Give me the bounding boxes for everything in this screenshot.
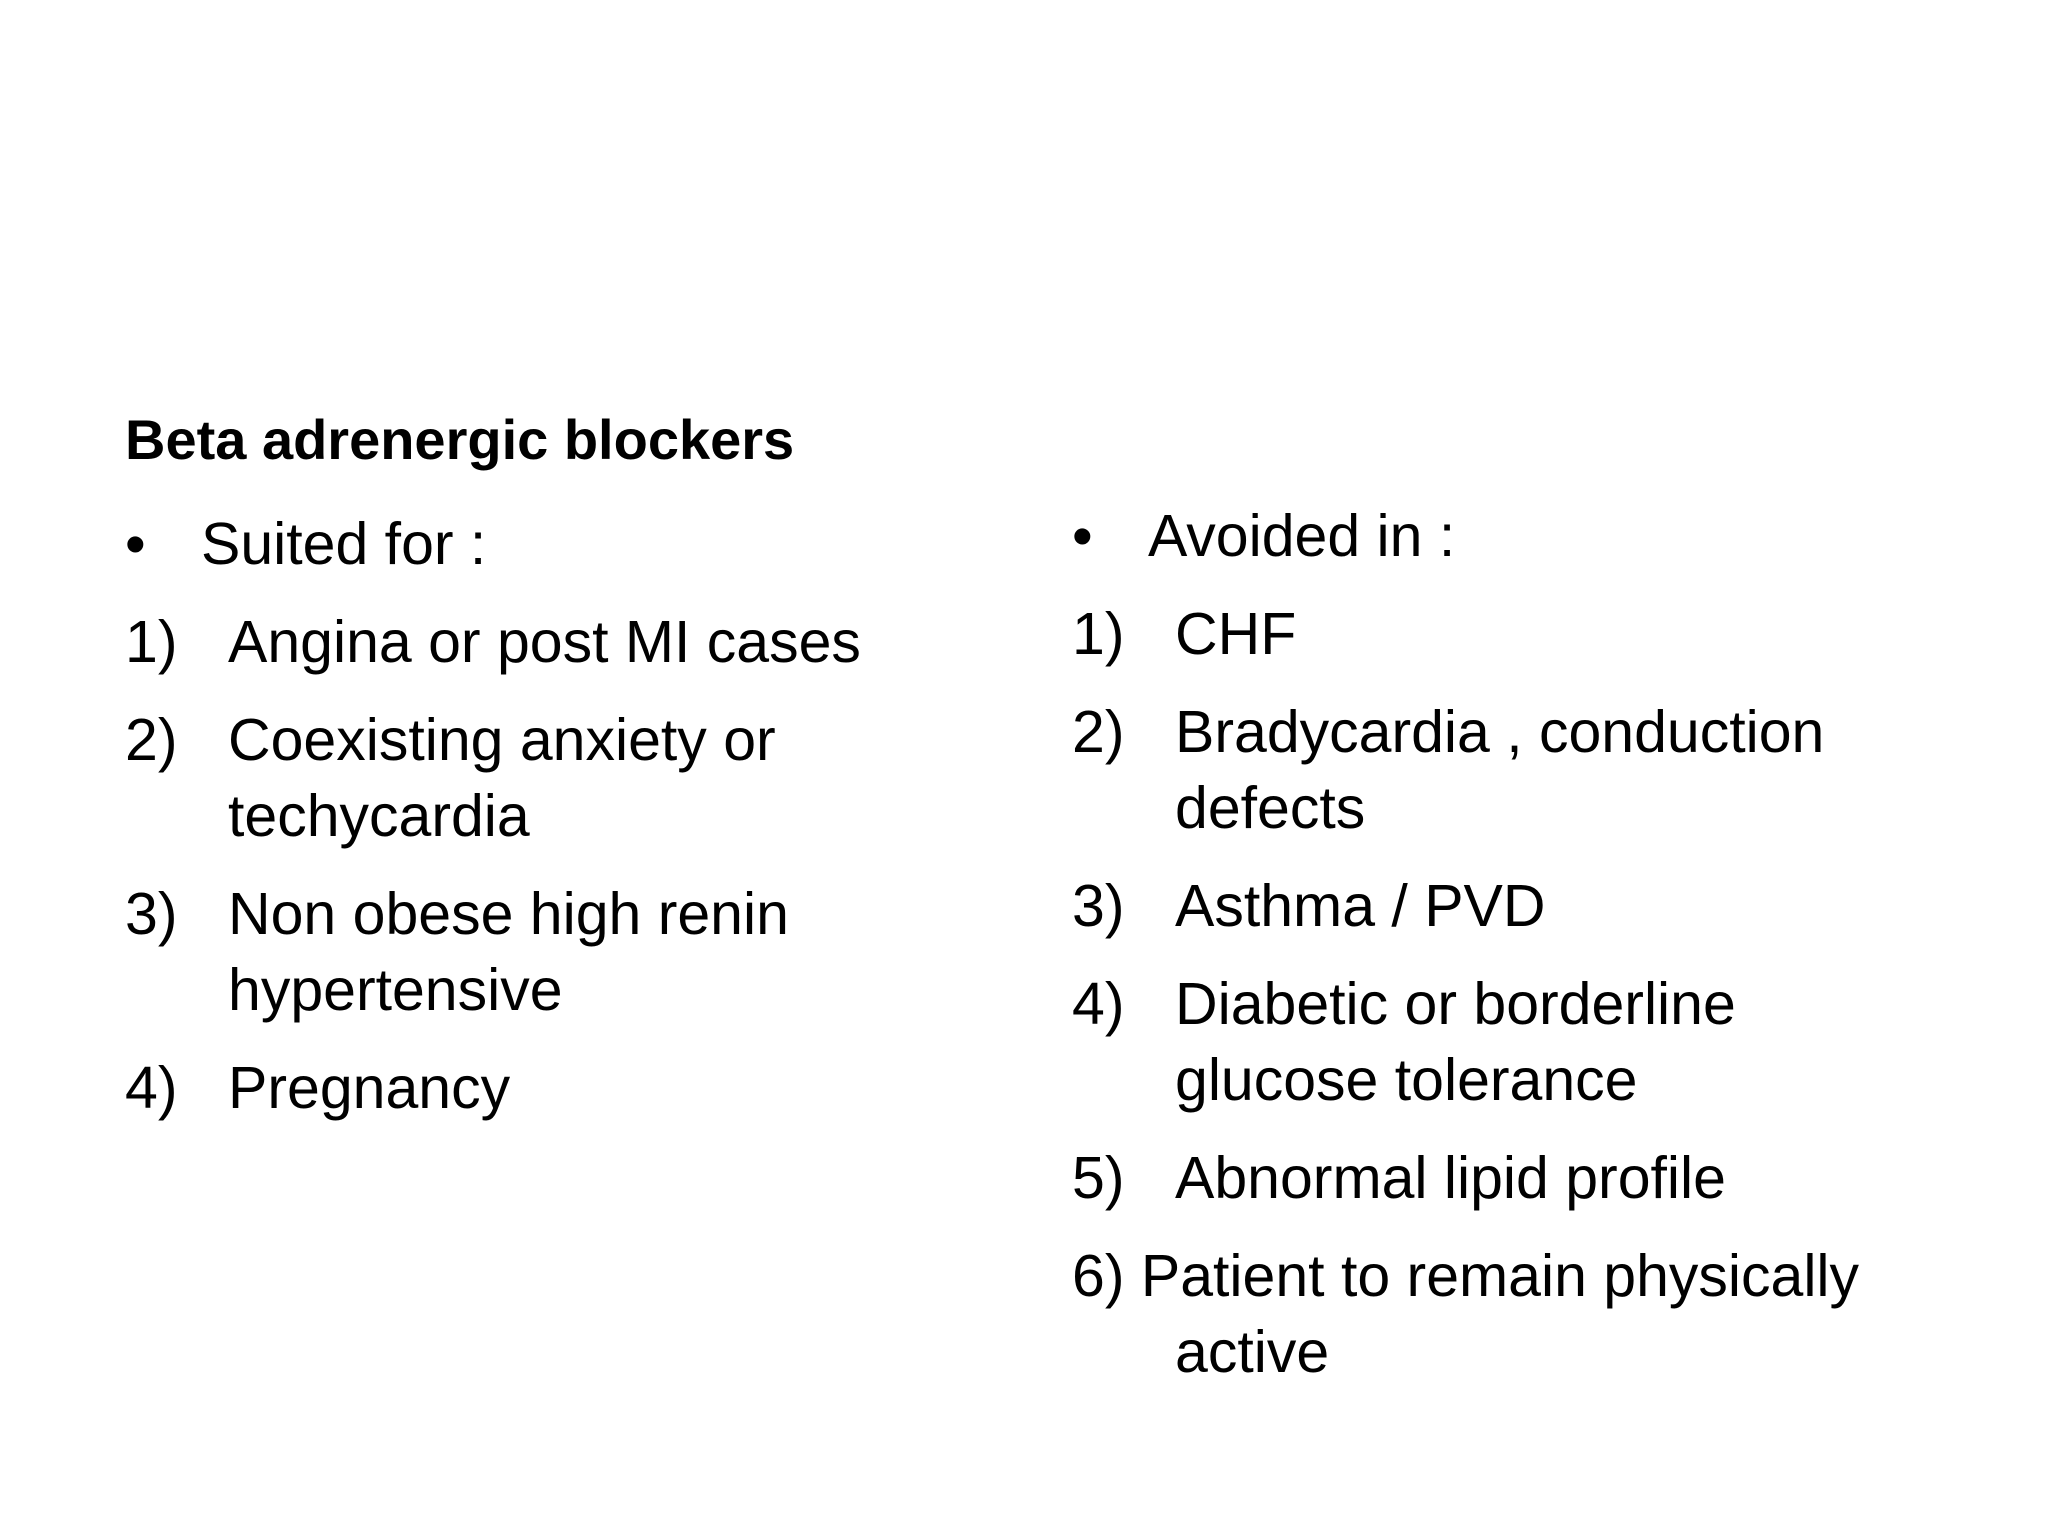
avoided-in-title: Avoided in : <box>1148 503 1456 569</box>
item-line: glucose tolerance <box>1175 1047 1638 1113</box>
item-number: 6) <box>1072 1243 1125 1309</box>
item-line: Coexisting anxiety or <box>228 707 776 773</box>
item-number: 2) <box>1072 699 1125 765</box>
item-line: hypertensive <box>228 957 563 1023</box>
list-item <box>1072 596 1972 672</box>
item-number: 3) <box>125 881 178 947</box>
item-number: 4) <box>1072 971 1125 1037</box>
item-line: Diabetic or borderline <box>1175 971 1736 1037</box>
list-item <box>125 876 1005 1028</box>
item-first-line <box>1072 1238 1972 1314</box>
item-number: 2) <box>125 707 178 773</box>
item-number: 1) <box>125 609 178 675</box>
avoided-in-column <box>1072 498 1972 1412</box>
list-item <box>125 604 1005 680</box>
bullet-icon: • <box>125 511 146 577</box>
list-item <box>125 1050 1005 1126</box>
item-number: 5) <box>1072 1145 1125 1211</box>
list-item <box>1072 1140 1972 1216</box>
item-line: active <box>1175 1319 1330 1385</box>
item-number: 4) <box>125 1055 178 1121</box>
list-item <box>1072 1238 1972 1390</box>
list-item <box>1072 966 1972 1118</box>
item-line: Patient to remain physically <box>1140 1243 1860 1309</box>
list-item <box>1072 694 1972 846</box>
slide-heading: Beta adrenergic blockers <box>125 408 795 471</box>
bullet-icon: • <box>1072 503 1093 569</box>
suited-for-column <box>125 506 1005 1148</box>
suited-for-bullet <box>125 506 1005 582</box>
suited-for-title: Suited for : <box>201 511 487 577</box>
avoided-in-bullet <box>1072 498 1972 574</box>
item-line: defects <box>1175 775 1366 841</box>
item-line: Non obese high renin <box>228 881 789 947</box>
item-line: Pregnancy <box>228 1055 511 1121</box>
item-number: 1) <box>1072 601 1125 667</box>
list-item <box>1072 868 1972 944</box>
list-item <box>125 702 1005 854</box>
item-line: Angina or post MI cases <box>228 609 861 675</box>
item-number: 3) <box>1072 873 1125 939</box>
item-line: Abnormal lipid profile <box>1175 1145 1726 1211</box>
item-line: CHF <box>1175 601 1297 667</box>
item-line: Bradycardia , conduction <box>1175 699 1825 765</box>
item-line: Asthma / PVD <box>1175 873 1546 939</box>
item-line: techycardia <box>228 783 530 849</box>
